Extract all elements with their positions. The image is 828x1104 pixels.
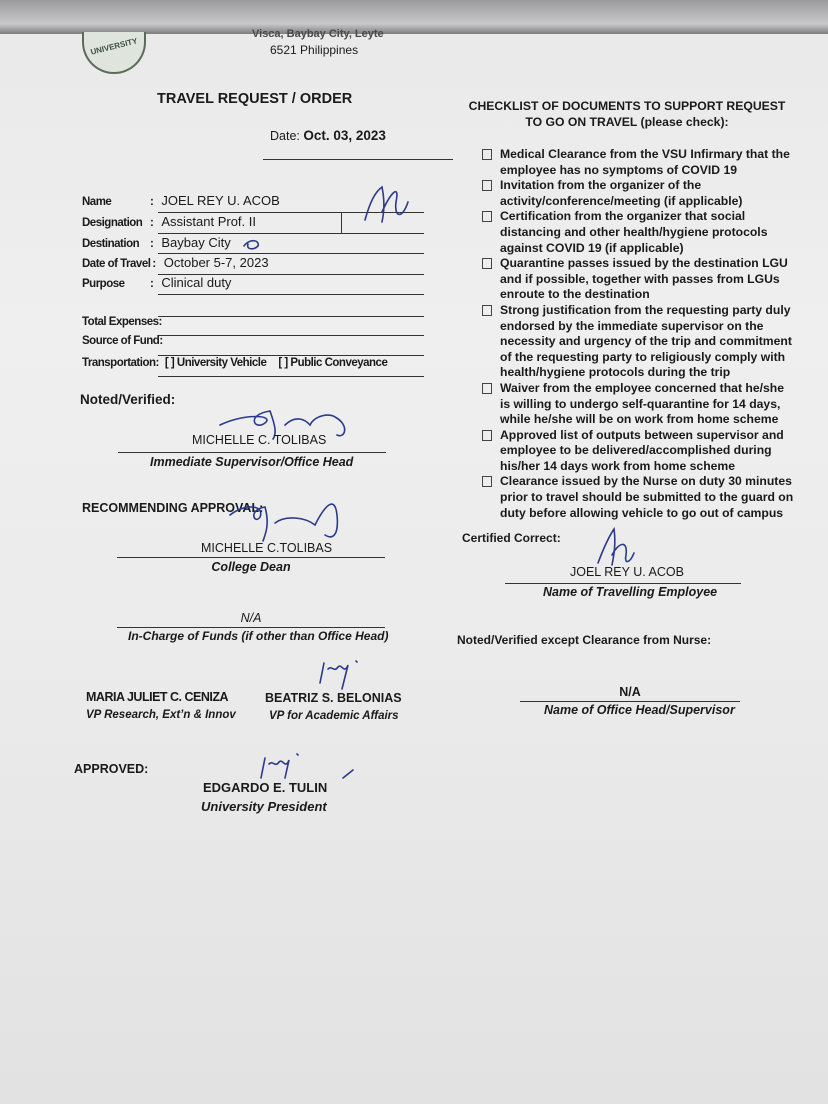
signature-line bbox=[117, 627, 385, 628]
field-row-destination bbox=[82, 235, 231, 250]
checkbox[interactable] bbox=[482, 180, 492, 191]
transport-option-university-vehicle[interactable]: [ ] University Vehicle bbox=[164, 357, 267, 369]
checklist-item bbox=[482, 178, 794, 209]
checkbox[interactable] bbox=[482, 211, 492, 222]
checklist-item bbox=[482, 428, 794, 475]
signature-line bbox=[520, 701, 740, 702]
field-row-designation bbox=[82, 214, 256, 229]
field-separator: : bbox=[150, 196, 154, 208]
field-separator: : bbox=[150, 217, 154, 229]
checklist-item-text: Approved list of outputs between supervisor and employee to be delivered/accomplished during his/her 14 days work from home scheme bbox=[500, 427, 784, 473]
checklist-column bbox=[457, 147, 802, 727]
vp1-name: MARIA JULIET C. CENIZA bbox=[86, 690, 229, 704]
field-underline bbox=[158, 316, 424, 317]
signature-belonias bbox=[312, 655, 372, 691]
funds-title: In-Charge of Funds (if other than Office Head) bbox=[128, 629, 389, 643]
field-underline bbox=[158, 233, 424, 234]
dean-title: College Dean bbox=[211, 560, 291, 574]
checkbox[interactable] bbox=[482, 258, 492, 269]
signature-line bbox=[118, 452, 386, 453]
date-label: Date: bbox=[270, 129, 300, 143]
checklist bbox=[482, 147, 794, 521]
checklist-item-text: Strong justification from the requesting party duly endorsed by the immediate supervisor on the necessity and urgency of the trip and commitment of the requesting party to religiously comply with health/hygiene protocols during the trip bbox=[500, 302, 792, 380]
address-line-2: 6521 Philippines bbox=[270, 43, 359, 57]
field-separator: : bbox=[152, 258, 156, 270]
checklist-item-text: Invitation from the organizer of the activity/conference/meeting (if applicable) bbox=[500, 178, 743, 208]
supervisor-title: Immediate Supervisor/Office Head bbox=[150, 455, 354, 469]
form-date bbox=[270, 128, 386, 143]
vp2-name: BEATRIZ S. BELONIAS bbox=[265, 691, 402, 705]
dean-name: MICHELLE C.TOLIBAS bbox=[201, 541, 333, 555]
checklist-item bbox=[482, 303, 794, 381]
office-head-title: Name of Office Head/Supervisor bbox=[544, 703, 735, 718]
certified-correct-label: Certified Correct: bbox=[462, 531, 561, 546]
checkbox[interactable] bbox=[482, 305, 492, 316]
field-underline bbox=[158, 294, 424, 295]
checkbox[interactable] bbox=[482, 430, 492, 441]
approved-label: APPROVED: bbox=[74, 762, 149, 776]
checklist-title bbox=[462, 98, 792, 130]
checklist-title-line-1: CHECKLIST OF DOCUMENTS TO SUPPORT REQUEST bbox=[468, 99, 786, 113]
office-head-name: N/A bbox=[619, 685, 641, 700]
field-label-destination: Destination bbox=[82, 238, 140, 250]
date-underline bbox=[263, 159, 453, 160]
field-label-designation: Designation bbox=[82, 217, 143, 229]
checkbox[interactable] bbox=[482, 476, 492, 487]
field-label-date-of-travel: Date of Travel bbox=[82, 258, 151, 270]
checklist-item-text: Quarantine passes issued by the destination LGU and if possible, together with passes from LGUs enroute to the destination bbox=[500, 256, 788, 302]
signature-line bbox=[505, 583, 741, 584]
date-value: Oct. 03, 2023 bbox=[303, 128, 386, 143]
field-separator: : bbox=[150, 278, 154, 290]
total-expenses-label: Total Expenses: bbox=[82, 316, 162, 328]
field-value-name[interactable]: JOEL REY U. ACOB bbox=[161, 193, 280, 208]
university-seal-logo bbox=[82, 32, 146, 74]
checklist-title-line-2: TO GO ON TRAVEL (please check): bbox=[525, 115, 729, 129]
field-separator: : bbox=[150, 238, 154, 250]
employee-title: Name of Travelling Employee bbox=[543, 585, 718, 600]
field-value-destination[interactable]: Baybay City bbox=[161, 235, 231, 250]
checkbox[interactable] bbox=[482, 149, 492, 160]
transport-option-public-conveyance[interactable]: [ ] Public Conveyance bbox=[278, 357, 388, 369]
field-value-designation[interactable]: Assistant Prof. II bbox=[161, 214, 256, 229]
source-of-fund-label: Source of Fund: bbox=[82, 335, 163, 347]
supervisor-name: MICHELLE C. TOLIBAS bbox=[192, 433, 327, 447]
transportation-label: Transportation: bbox=[82, 357, 159, 369]
funds-name: N/A bbox=[240, 611, 262, 625]
field-row-name bbox=[82, 193, 280, 208]
field-underline bbox=[158, 376, 424, 377]
transportation-row bbox=[82, 357, 387, 369]
form-title: TRAVEL REQUEST / ORDER bbox=[157, 91, 353, 107]
president-name: EDGARDO E. TULIN bbox=[203, 780, 328, 795]
total-expenses-field[interactable] bbox=[158, 335, 424, 336]
office-head-block bbox=[462, 647, 802, 727]
seal-text: UNIVERSITY bbox=[89, 36, 139, 57]
checklist-item-text: Clearance issued by the Nurse on duty 30 minutes prior to travel should be submitted to the guard on duty before allowing vehicle to go out of campus bbox=[500, 474, 794, 520]
president-title: University President bbox=[201, 799, 327, 814]
employee-signature-block bbox=[462, 545, 802, 625]
noted-verified-label: Noted/Verified: bbox=[80, 392, 176, 407]
checklist-item bbox=[482, 209, 794, 256]
employee-name: JOEL REY U. ACOB bbox=[570, 565, 684, 580]
paper-fold-shadow bbox=[0, 0, 828, 34]
checklist-item bbox=[482, 147, 794, 178]
checklist-item bbox=[482, 381, 794, 428]
vp2-title: VP for Academic Affairs bbox=[269, 710, 399, 722]
field-value-purpose[interactable]: Clinical duty bbox=[161, 275, 232, 290]
noted-except-nurse-label: Noted/Verified except Clearance from Nurse: bbox=[457, 633, 712, 648]
field-underline bbox=[158, 253, 424, 254]
checklist-item bbox=[482, 256, 794, 303]
checklist-item bbox=[482, 474, 794, 521]
checklist-item-text: Waiver from the employee concerned that he/she is willing to undergo self-quarantine for 14 days, while he/she will be on work from home scheme bbox=[500, 380, 785, 427]
initials-signature-acob bbox=[360, 182, 420, 227]
checkbox[interactable] bbox=[482, 383, 492, 394]
signature-line bbox=[117, 557, 385, 558]
address-line-1: Visca, Baybay City, Leyte bbox=[252, 28, 384, 40]
field-label-name: Name bbox=[82, 196, 112, 208]
signature-box-divider bbox=[341, 212, 342, 233]
field-value-date-of-travel[interactable]: October 5-7, 2023 bbox=[163, 255, 269, 270]
source-of-fund-field[interactable] bbox=[158, 355, 424, 356]
handwritten-annotation bbox=[240, 234, 264, 274]
recommending-approval-label: RECOMMENDING APPROVAL: bbox=[82, 501, 264, 515]
field-label-purpose: Purpose bbox=[82, 278, 125, 290]
checklist-item-text: Medical Clearance from the VSU Infirmary that the employee has no symptoms of COVID 19 bbox=[500, 147, 790, 177]
field-row-purpose bbox=[82, 275, 231, 290]
checklist-item-text: Certification from the organizer that social distancing and other health/hygiene protocols against COVID 19 (if applicable) bbox=[500, 209, 768, 255]
vp1-title: VP Research, Ext’n & Innov bbox=[86, 709, 236, 721]
